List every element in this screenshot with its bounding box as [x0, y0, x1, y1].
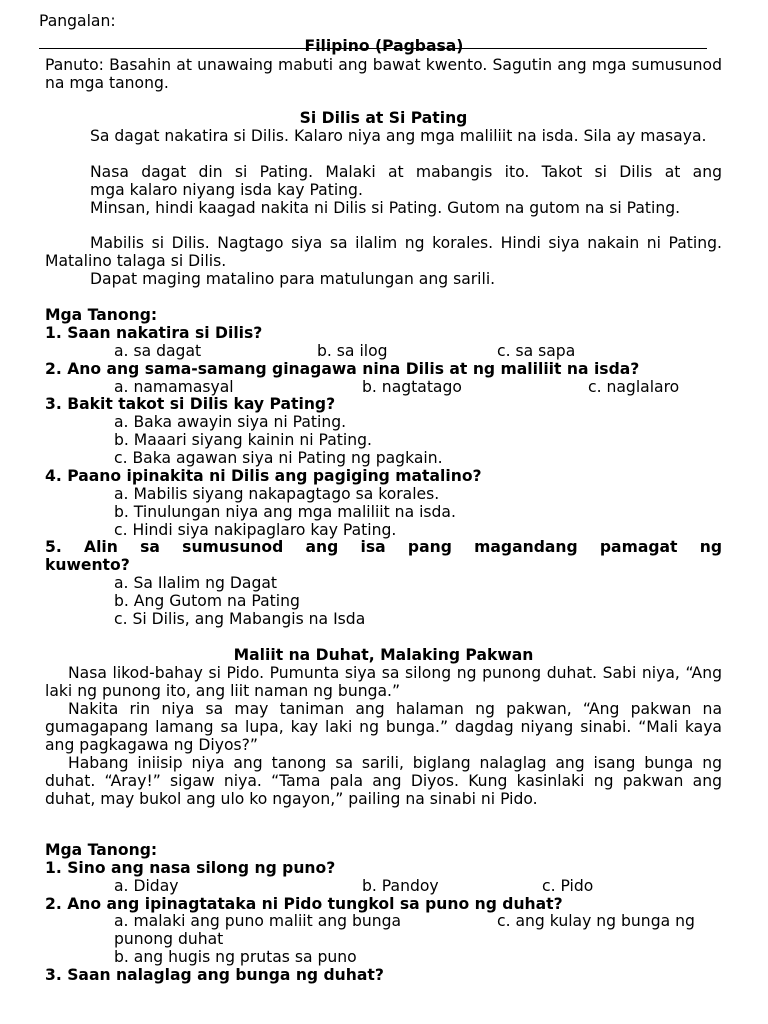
q3-option-a: a. Baka awayin siya ni Pating.	[114, 413, 347, 431]
story1-paragraph-2-line-2: mga kalaro niyang isda kay Pating.	[90, 181, 363, 199]
story2-title: Maliit na Duhat, Malaking Pakwan	[233, 646, 534, 664]
q4-option-b: b. Tinulungan niya ang mga maliliit na isda.	[114, 503, 456, 521]
story1-paragraph-5: Dapat maging matalino para matulungan ang sarili.	[90, 270, 496, 288]
q1-option-b: b. sa ilog	[317, 342, 388, 360]
s2-q2-option-a: a. malaki ang puno maliit ang bunga	[114, 912, 402, 930]
s2-q1-option-a: a. Diday	[114, 877, 179, 895]
question-1: 1. Saan nakatira si Dilis?	[45, 324, 263, 342]
q2-option-b: b. nagtatago	[362, 378, 462, 396]
question-5-line-2: kuwento?	[45, 556, 130, 574]
q5-option-b: b. Ang Gutom na Pating	[114, 592, 300, 610]
q2-option-c: c. naglalaro	[588, 378, 680, 396]
q5-option-c: c. Si Dilis, ang Mabangis na Isda	[114, 610, 366, 628]
question-4: 4. Paano ipinakita ni Dilis ang pagiging matalino?	[45, 467, 482, 485]
questions1-heading: Mga Tanong:	[45, 306, 158, 324]
q4-option-c: c. Hindi siya nakipaglaro kay Pating.	[114, 521, 397, 539]
story1-paragraph-2-line-1: Nasa dagat din si Pating. Malaki at mabangis ito. Takot si Dilis at ang	[90, 163, 722, 181]
q2-option-a: a. namamasyal	[114, 378, 234, 396]
name-label: Pangalan:	[39, 12, 116, 30]
q3-option-b: b. Maaari siyang kainin ni Pating.	[114, 431, 372, 449]
s2-q2-option-c: c. ang kulay ng bunga ng	[497, 912, 695, 930]
story1-paragraph-3: Minsan, hindi kaagad nakita ni Dilis si Pating. Gutom na gutom na si Pating.	[90, 199, 681, 217]
q1-option-c: c. sa sapa	[497, 342, 576, 360]
questions2-heading: Mga Tanong:	[45, 841, 158, 859]
s2-q1-option-c: c. Pido	[542, 877, 594, 895]
story2-paragraph-3: Habang iniisip niya ang tanong sa sarili, biglang nalaglag ang isang bunga ng duhat. “Aray!” sigaw niya. “Tama pala ang Diyos. Kung kasinlaki ng pakwan ang duhat, may bukol ang ulo ko ngayon,” pailing na sinabi ni Pido.	[45, 754, 722, 808]
document-title: Filipino (Pagbasa)	[304, 37, 464, 55]
q1-option-a: a. sa dagat	[114, 342, 202, 360]
story2-question-3: 3. Saan nalaglag ang bunga ng duhat?	[45, 966, 384, 984]
s2-q2-option-b: b. ang hugis ng prutas sa puno	[114, 948, 357, 966]
story1-paragraph-1: Sa dagat nakatira si Dilis. Kalaro niya ang mga maliliit na isda. Sila ay masaya.	[90, 127, 707, 145]
instructions: Panuto: Basahin at unawaing mabuti ang bawat kwento. Sagutin ang mga sumusunod na mga tanong.	[45, 56, 722, 92]
story1-paragraph-4: Mabilis si Dilis. Nagtago siya sa ilalim ng korales. Hindi siya nakain ni Pating. Matalino talaga si Dilis.	[45, 234, 722, 270]
story2-question-1: 1. Sino ang nasa silong ng puno?	[45, 859, 336, 877]
question-2: 2. Ano ang sama-samang ginagawa nina Dilis at ng maliliit na isda?	[45, 360, 640, 378]
s2-q1-option-b: b. Pandoy	[362, 877, 439, 895]
q5-option-a: a. Sa Ilalim ng Dagat	[114, 574, 278, 592]
story2-question-2: 2. Ano ang ipinagtataka ni Pido tungkol sa puno ng duhat?	[45, 895, 563, 913]
question-5-line-1: 5. Alin sa sumusunod ang isa pang magandang pamagat ng	[45, 538, 722, 556]
question-3: 3. Bakit takot si Dilis kay Pating?	[45, 395, 336, 413]
story1-title: Si Dilis at Si Pating	[299, 109, 468, 127]
s2-q2-option-a-continued: punong duhat	[114, 930, 224, 948]
story2-paragraph-1: Nasa likod-bahay si Pido. Pumunta siya sa silong ng punong duhat. Sabi niya, “Ang laki ng punong ito, ang liit naman ng bunga.”	[45, 664, 722, 700]
q4-option-a: a. Mabilis siyang nakapagtago sa korales.	[114, 485, 440, 503]
q3-option-c: c. Baka agawan siya ni Pating ng pagkain.	[114, 449, 443, 467]
story2-paragraph-2: Nakita rin niya sa may taniman ang halaman ng pakwan, “Ang pakwan na gumagapang lamang sa lupa, kay laki ng bunga.” dagdag niyang sinabi. “Mali kaya ang pagkagawa ng Diyos?”	[45, 700, 722, 754]
